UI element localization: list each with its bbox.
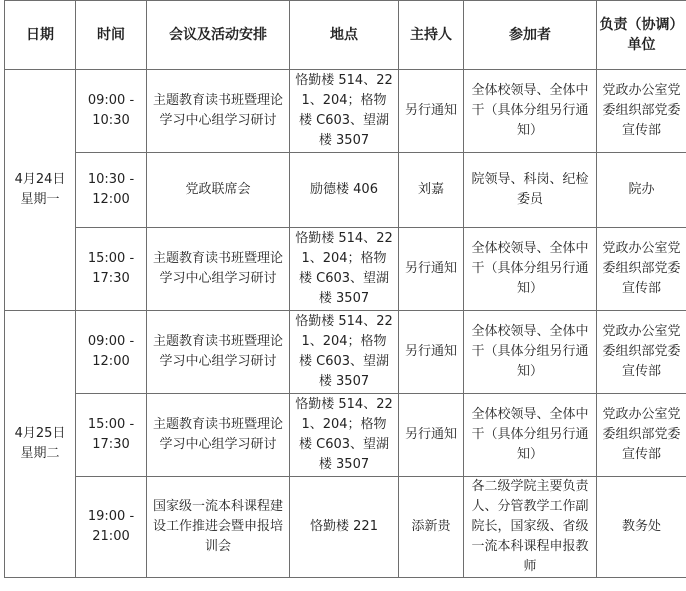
header-host: 主持人 — [399, 1, 464, 70]
date-text: 4月25日 — [14, 426, 66, 441]
table-row — [5, 394, 686, 477]
location-cell — [290, 311, 399, 394]
time-end: 12:00 — [92, 354, 130, 369]
header-row — [5, 1, 686, 70]
host-text: 另行通知 — [404, 344, 457, 359]
host-text: 另行通知 — [404, 103, 457, 118]
attendees-cell — [464, 228, 597, 311]
unit-text: 党政办公室党委组织部党委宣传部 — [602, 241, 681, 296]
time-start: 10:30 - — [87, 172, 135, 187]
weekday-text: 星期二 — [20, 446, 60, 461]
location-text: 恪勤楼 514、221、204；格物楼 C603、望湖楼 3507 — [295, 314, 393, 389]
host-text: 添新贵 — [411, 519, 451, 534]
unit-text: 党政办公室党委组织部党委宣传部 — [602, 324, 681, 379]
host-cell — [399, 394, 464, 477]
time-end: 10:30 — [92, 113, 130, 128]
unit-cell — [597, 153, 686, 228]
unit-text: 教务处 — [621, 519, 661, 534]
time-cell — [76, 153, 147, 228]
header-date: 日期 — [5, 1, 76, 70]
location-text: 恪勤楼 221 — [310, 519, 378, 534]
location-cell — [290, 70, 399, 153]
date-cell — [5, 311, 76, 578]
time-end: 17:30 — [92, 271, 130, 286]
event-text: 主题教育读书班暨理论学习中心组学习研讨 — [152, 93, 283, 128]
header-time: 时间 — [76, 1, 147, 70]
table-row — [5, 311, 686, 394]
time-start: 15:00 - — [87, 417, 135, 432]
unit-text: 党政办公室党委组织部党委宣传部 — [602, 407, 681, 462]
host-text: 刘嘉 — [417, 182, 444, 197]
unit-text: 党政办公室党委组织部党委宣传部 — [602, 83, 681, 138]
unit-cell — [597, 311, 686, 394]
attendees-text: 院领导、科岗、纪检委员 — [471, 172, 589, 207]
attendees-text: 全体校领导、全体中干（具体分组另行通知） — [471, 83, 589, 138]
location-cell — [290, 228, 399, 311]
header-attendees: 参加者 — [464, 1, 597, 70]
location-text: 恪勤楼 514、221、204；格物楼 C603、望湖楼 3507 — [295, 397, 393, 472]
attendees-text: 全体校领导、全体中干（具体分组另行通知） — [471, 407, 589, 462]
attendees-text: 各二级学院主要负责人、分管教学工作副院长，国家级、省级一流本科课程申报教师 — [471, 479, 589, 574]
host-cell — [399, 477, 464, 578]
event-cell — [147, 70, 290, 153]
time-end: 17:30 — [92, 437, 130, 452]
unit-text: 院办 — [628, 182, 655, 197]
host-text: 另行通知 — [404, 427, 457, 442]
attendees-text: 全体校领导、全体中干（具体分组另行通知） — [471, 324, 589, 379]
time-start: 15:00 - — [87, 251, 135, 266]
event-cell — [147, 153, 290, 228]
time-cell — [76, 70, 147, 153]
table-row — [5, 477, 686, 578]
time-end: 21:00 — [92, 529, 130, 544]
attendees-cell — [464, 153, 597, 228]
host-cell — [399, 228, 464, 311]
event-cell — [147, 311, 290, 394]
time-start: 09:00 - — [87, 93, 135, 108]
weekday-text: 星期一 — [20, 192, 60, 207]
table-row — [5, 228, 686, 311]
unit-cell — [597, 228, 686, 311]
host-cell — [399, 153, 464, 228]
unit-cell — [597, 394, 686, 477]
host-cell — [399, 70, 464, 153]
attendees-cell — [464, 477, 597, 578]
location-text: 恪勤楼 514、221、204；格物楼 C603、望湖楼 3507 — [295, 231, 393, 306]
header-event: 会议及活动安排 — [147, 1, 290, 70]
event-text: 国家级一流本科课程建设工作推进会暨申报培训会 — [152, 499, 283, 554]
event-text: 主题教育读书班暨理论学习中心组学习研讨 — [152, 417, 283, 452]
attendees-cell — [464, 311, 597, 394]
attendees-cell — [464, 394, 597, 477]
attendees-cell — [464, 70, 597, 153]
host-text: 另行通知 — [404, 261, 457, 276]
location-text: 励德楼 406 — [310, 182, 378, 197]
time-start: 09:00 - — [87, 334, 135, 349]
attendees-text: 全体校领导、全体中干（具体分组另行通知） — [471, 241, 589, 296]
location-cell — [290, 394, 399, 477]
unit-cell — [597, 477, 686, 578]
table-row — [5, 153, 686, 228]
event-cell — [147, 394, 290, 477]
event-text: 党政联席会 — [185, 182, 251, 197]
header-unit: 负责（协调）单位 — [597, 1, 686, 70]
time-cell — [76, 228, 147, 311]
time-cell — [76, 311, 147, 394]
event-cell — [147, 477, 290, 578]
location-text: 恪勤楼 514、221、204；格物楼 C603、望湖楼 3507 — [295, 73, 393, 148]
host-cell — [399, 311, 464, 394]
header-location: 地点 — [290, 1, 399, 70]
time-end: 12:00 — [92, 192, 130, 207]
schedule-table — [4, 0, 686, 578]
time-cell — [76, 477, 147, 578]
event-cell — [147, 228, 290, 311]
event-text: 主题教育读书班暨理论学习中心组学习研讨 — [152, 334, 283, 369]
unit-cell — [597, 70, 686, 153]
table-row — [5, 70, 686, 153]
date-cell — [5, 70, 76, 311]
date-text: 4月24日 — [14, 172, 66, 187]
event-text: 主题教育读书班暨理论学习中心组学习研讨 — [152, 251, 283, 286]
location-cell — [290, 153, 399, 228]
location-cell — [290, 477, 399, 578]
time-start: 19:00 - — [87, 509, 135, 524]
time-cell — [76, 394, 147, 477]
